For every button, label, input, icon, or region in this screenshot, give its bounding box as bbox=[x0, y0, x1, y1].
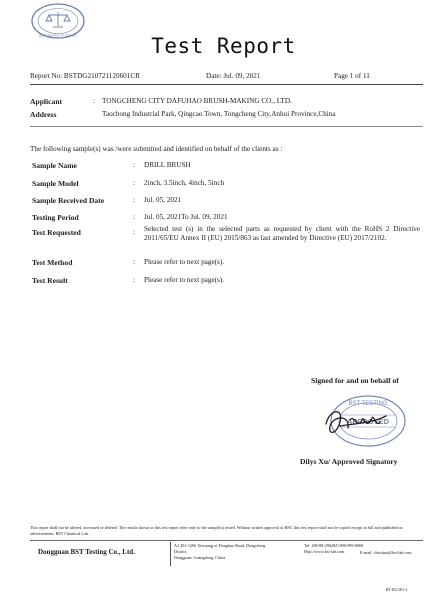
footer-disclaimer: This report shall not be altered, increased or deleted. The results shown in this test report refer only to the sample(s) tested. Without written approval of BST, this test report shall not be copied except in full and published as advertisement. BST Chemical Lab. bbox=[30, 525, 403, 536]
field-label-test-method: Test Method bbox=[32, 258, 73, 267]
applicant-divider bbox=[30, 126, 423, 127]
field-value-testing-period: Jul. 05, 2021To Jul. 09, 2021 bbox=[144, 213, 228, 221]
header-divider bbox=[30, 84, 423, 85]
footer-website: Http://www.bst-lab.com bbox=[304, 549, 345, 554]
field-value-test-requested: Selected test (s) in the selected parts as requested by client with the RoHS 2 Directive 2011/65/EU Annex II (EU) 2015/863 as last amended by Directive (EU) 2017/2102. bbox=[144, 225, 420, 243]
field-colon: : bbox=[133, 179, 135, 187]
svg-text:BEST SERVICE OF TESTING: BEST SERVICE OF TESTING bbox=[39, 33, 77, 38]
footer-company: Dongguan BST Testing Co., Ltd. bbox=[38, 548, 135, 556]
footer-address bbox=[174, 543, 279, 561]
svg-text:BST TESTING: BST TESTING bbox=[348, 401, 388, 407]
footer-separator bbox=[170, 542, 171, 566]
address-label: Address bbox=[30, 110, 57, 119]
intro-text: The following sample(s) was /were submitted and identified on behalf of the clients as : bbox=[30, 145, 283, 153]
footer-email: E-mail: christina@bst-lab.com bbox=[360, 550, 412, 555]
footer-phone: Tel: 400-88-29628/0 800-999-0068 bbox=[304, 543, 364, 548]
footer-address-line-1: A1 201-1206 Xiecaang of Donghuo Road, Dongcheng District, bbox=[174, 543, 266, 554]
svg-text:APPROVED: APPROVED bbox=[346, 417, 390, 426]
report-date: Date: Jul. 09, 2021 bbox=[206, 72, 261, 80]
field-value-sample-model: 2inch, 3.5inch, 4inch, 5inch bbox=[144, 179, 225, 187]
document-code: BT-DG-001-2 bbox=[386, 588, 408, 592]
address-value: Taochong Industrial Park, Qingcao Town, Tongcheng City,Anhui Province,China bbox=[102, 110, 336, 118]
field-value-test-method: Please refer to next page(s). bbox=[144, 258, 225, 266]
field-colon: : bbox=[133, 276, 135, 284]
field-label-test-requested: Test Requested bbox=[32, 228, 81, 237]
handwritten-signature bbox=[320, 402, 392, 442]
signed-for-label: Signed for and on behalf of bbox=[311, 376, 399, 385]
applicant-colon: : bbox=[93, 97, 95, 105]
field-colon: : bbox=[133, 196, 135, 204]
field-label-sample-name: Sample Name bbox=[32, 161, 77, 170]
field-label-received-date: Sample Received Date bbox=[32, 196, 105, 205]
signatory-name: Dilys Xu/ Approved Signatory bbox=[300, 457, 398, 466]
field-value-sample-name: DRILL BRUSH bbox=[144, 161, 191, 169]
field-colon: : bbox=[133, 228, 135, 236]
footer-address-line-2: Dongguan, Guangdong, China bbox=[174, 555, 226, 560]
applicant-label: Applicant bbox=[30, 97, 63, 106]
field-colon: : bbox=[133, 258, 135, 266]
field-label-test-result: Test Result bbox=[32, 276, 68, 285]
field-label-sample-model: Sample Model bbox=[32, 179, 79, 188]
report-number: Report No: BSTDG210721120601CR bbox=[30, 72, 140, 80]
field-colon: : bbox=[133, 161, 135, 169]
field-value-test-result: Please refer to next page(s). bbox=[144, 276, 225, 284]
field-colon: : bbox=[133, 213, 135, 221]
field-value-received-date: Jul. 05, 2021 bbox=[144, 196, 182, 204]
page-title: Test Report bbox=[151, 34, 296, 58]
footer-divider bbox=[30, 540, 423, 541]
applicant-value: TONGCHENG CITY DAFUHAO BRUSH-MAKING CO., LTD. bbox=[102, 97, 292, 105]
field-label-testing-period: Testing Period bbox=[32, 213, 79, 222]
page-indicator: Page 1 of 11 bbox=[334, 72, 370, 80]
